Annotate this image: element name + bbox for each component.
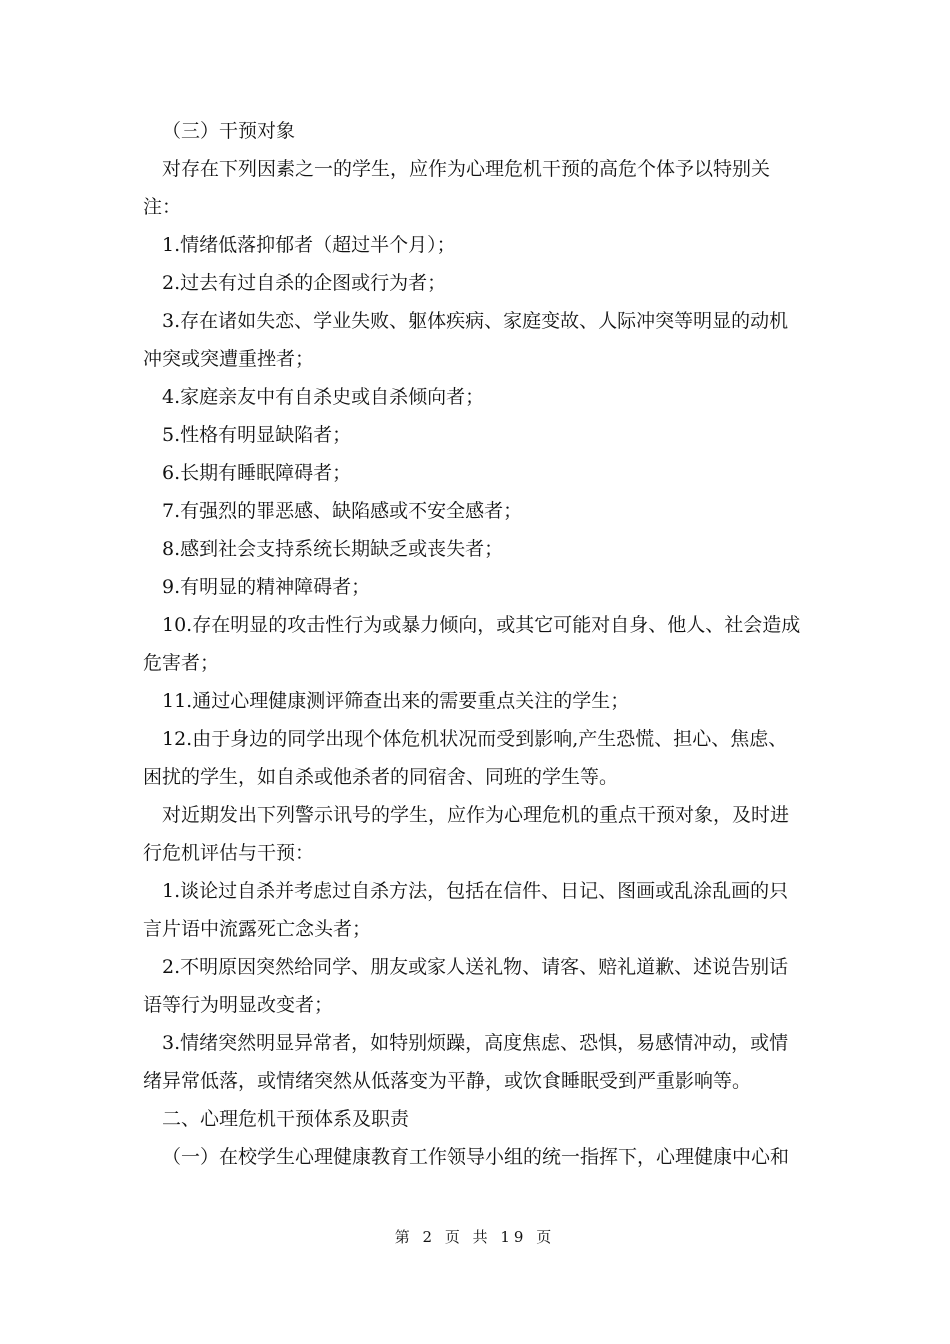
page-number-footer: 第 2 页 共 19 页 [394,1228,556,1246]
list-item-continuation: 困扰的学生，如自杀或他杀者的同宿舍、同班的学生等。 [143,766,619,788]
list-item-continuation: 绪异常低落，或情绪突然从低落变为平静，或饮食睡眠受到严重影响等。 [143,1070,752,1092]
paragraph-line: 对近期发出下列警示讯号的学生，应作为心理危机的重点干预对象，及时进 [162,804,790,826]
list-item: 4.家庭亲友中有自杀史或自杀倾向者； [162,386,485,408]
list-item: 3.存在诸如失恋、学业失败、躯体疾病、家庭变故、人际冲突等明显的动机 [162,310,789,332]
section-heading-intervention-system: 二、心理危机干预体系及职责 [162,1108,410,1130]
list-item: 9.有明显的精神障碍者； [162,576,371,598]
paragraph-line: （一）在校学生心理健康教育工作领导小组的统一指挥下，心理健康中心和 [162,1146,790,1168]
paragraph-line: 对存在下列因素之一的学生，应作为心理危机干预的高危个体予以特别关 [162,158,771,180]
list-item-continuation: 言片语中流露死亡念头者； [143,918,372,940]
paragraph-line: 注： [143,196,182,218]
list-item: 6.长期有睡眠障碍者； [162,462,352,484]
list-item: 7.有强烈的罪恶感、缺陷感或不安全感者； [162,500,523,522]
list-item-continuation: 语等行为明显改变者； [143,994,334,1016]
list-item: 11.通过心理健康测评筛查出来的需要重点关注的学生； [162,690,630,712]
list-item: 8.感到社会支持系统长期缺乏或丧失者； [162,538,504,560]
paragraph-line: 行危机评估与干预： [143,842,315,864]
list-item-continuation: 危害者； [143,652,220,674]
list-item: 1.情绪低落抑郁者（超过半个月）； [162,234,456,256]
list-item: 1.谈论过自杀并考虑过自杀方法，包括在信件、日记、图画或乱涂乱画的只 [162,880,789,902]
list-item: 10.存在明显的攻击性行为或暴力倾向，或其它可能对自身、他人、社会造成 [162,614,801,636]
section-heading-intervention-targets: （三）干预对象 [162,120,296,142]
list-item: 12.由于身边的同学出现个体危机状况而受到影响,产生恐慌、担心、焦虑、 [162,728,788,750]
list-item-continuation: 冲突或突遭重挫者； [143,348,315,370]
list-item: 5.性格有明显缺陷者； [162,424,352,446]
list-item: 2.不明原因突然给同学、朋友或家人送礼物、请客、赔礼道歉、述说告别话 [162,956,789,978]
list-item: 2.过去有过自杀的企图或行为者； [162,272,447,294]
list-item: 3.情绪突然明显异常者，如特别烦躁，高度焦虑、恐惧，易感情冲动，或情 [162,1032,789,1054]
